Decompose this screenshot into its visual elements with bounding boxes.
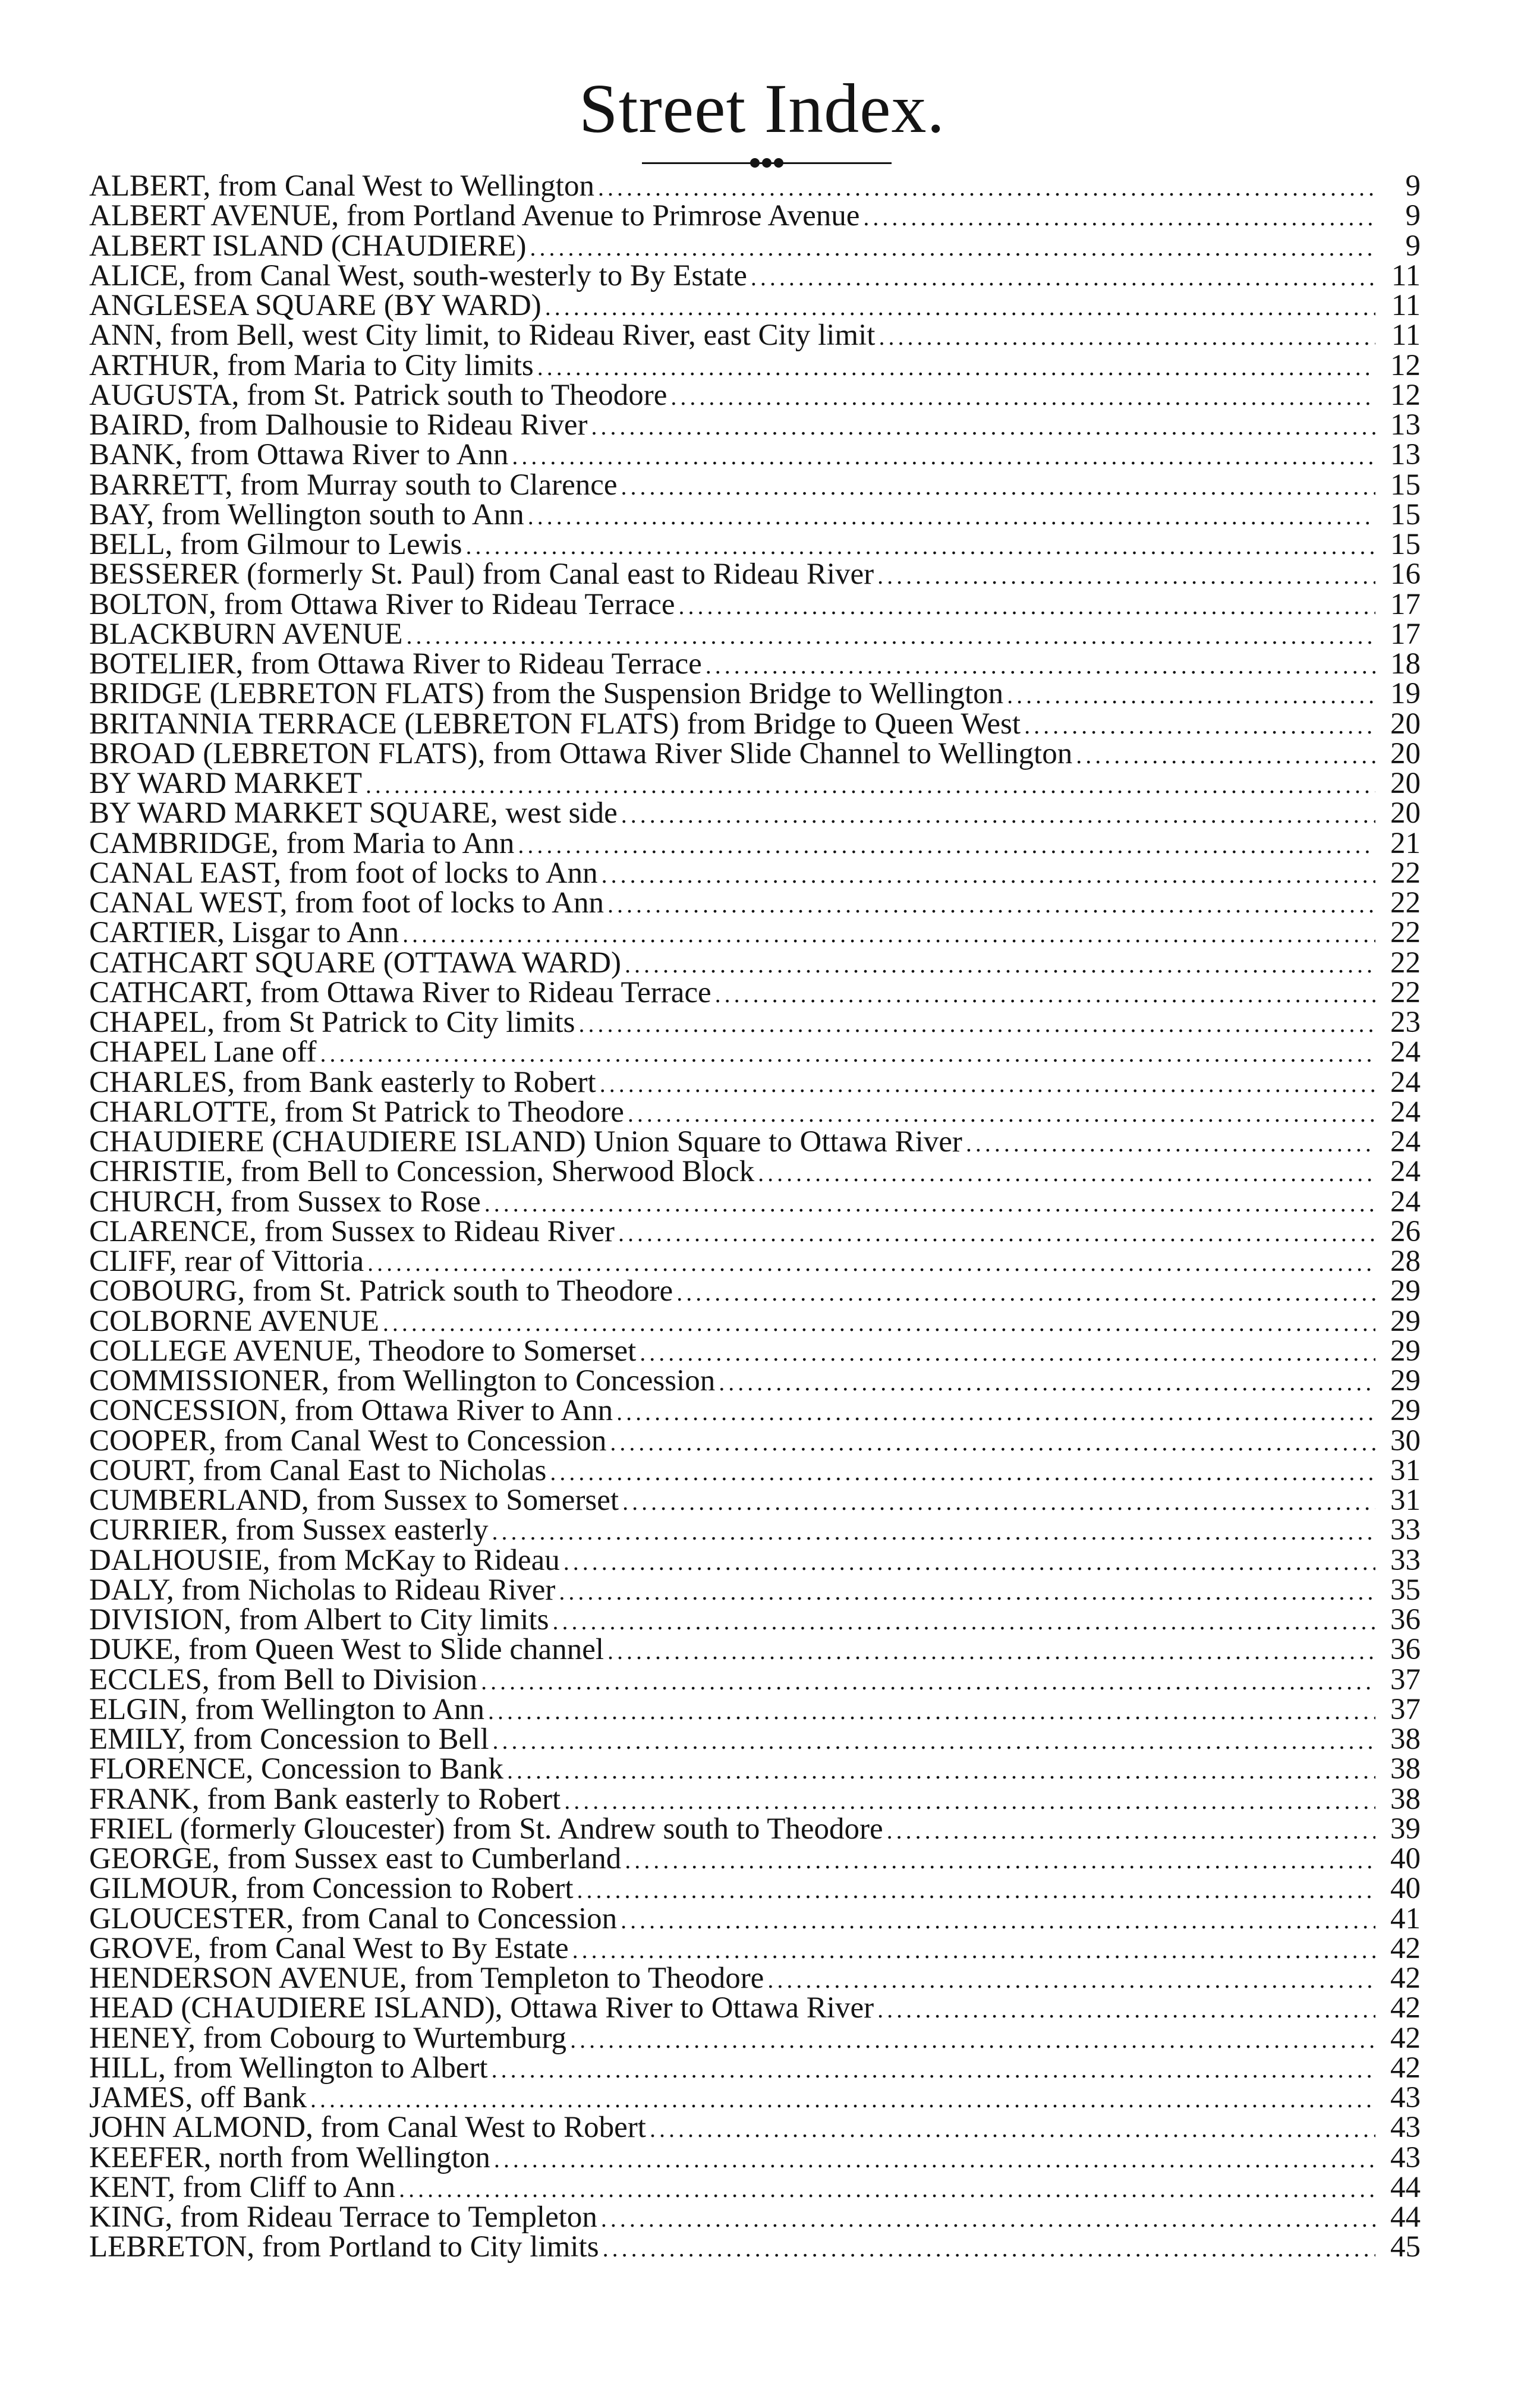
index-entry xyxy=(89,2083,1421,2113)
street-name: ELGIN, from Wellington to Ann xyxy=(89,1692,484,1726)
page-number: 9 xyxy=(1405,169,1421,203)
page-number: 20 xyxy=(1390,767,1421,800)
index-entry xyxy=(89,2170,1421,2204)
page-number: 24 xyxy=(1390,1185,1421,1219)
index-entry xyxy=(89,1963,1421,1993)
page-number: 22 xyxy=(1390,946,1421,980)
street-name: CHURCH, from Sussex to Rose xyxy=(89,1185,481,1219)
page-number: 13 xyxy=(1390,408,1421,442)
dot-leader xyxy=(552,1605,1375,1635)
index-entry xyxy=(89,2232,1421,2262)
page-number: 38 xyxy=(1390,1782,1421,1816)
street-name: EMILY, from Concession to Bell xyxy=(89,1723,489,1756)
index-entry xyxy=(89,826,1421,860)
index-entry xyxy=(89,2202,1421,2232)
dot-leader xyxy=(887,1814,1375,1844)
page-number: 11 xyxy=(1391,289,1421,322)
page-number: 18 xyxy=(1390,647,1421,681)
page-number: 42 xyxy=(1390,2051,1421,2085)
index-entry xyxy=(89,1336,1421,1366)
street-name: DALHOUSIE, from McKay to Rideau xyxy=(89,1543,560,1577)
page-number: 38 xyxy=(1390,1723,1421,1756)
index-entry xyxy=(89,1426,1421,1456)
page-number: 44 xyxy=(1390,2201,1421,2234)
street-name: CAMBRIDGE, from Maria to Ann xyxy=(89,826,515,860)
page-number: 37 xyxy=(1390,1663,1421,1696)
dot-leader xyxy=(367,1247,1375,1276)
dot-leader xyxy=(494,2143,1375,2173)
dot-leader xyxy=(621,470,1375,500)
dot-leader xyxy=(492,1515,1375,1545)
page-number: 43 xyxy=(1390,2141,1421,2174)
dot-leader xyxy=(877,1993,1375,2023)
street-name: DALY, from Nicholas to Rideau River xyxy=(89,1573,556,1607)
street-name: BELL, from Gilmour to Lewis xyxy=(89,528,462,561)
dot-leader xyxy=(518,829,1375,858)
index-entry xyxy=(89,918,1421,948)
index-entry xyxy=(89,1247,1421,1276)
dot-leader xyxy=(407,619,1375,649)
street-name: CHAPEL, from St Patrick to City limits xyxy=(89,1006,575,1039)
index-entry xyxy=(89,798,1421,828)
page-number: 33 xyxy=(1390,1513,1421,1547)
page-number: 33 xyxy=(1390,1543,1421,1577)
ornament-dot xyxy=(774,158,783,168)
street-name: COOPER, from Canal West to Concession xyxy=(89,1424,607,1458)
street-name: HENDERSON AVENUE, from Templeton to Theodore xyxy=(89,1962,764,1995)
page-number: 20 xyxy=(1390,736,1421,770)
page-number: 44 xyxy=(1390,2170,1421,2204)
street-name: CLIFF, rear of Vittoria xyxy=(89,1245,364,1278)
street-name: COBOURG, from St. Patrick south to Theodore xyxy=(89,1274,673,1308)
index-entry xyxy=(89,1814,1421,1844)
dot-leader xyxy=(570,2023,1375,2053)
index-entry xyxy=(89,320,1421,350)
street-name: DIVISION, from Albert to City limits xyxy=(89,1603,549,1636)
street-name: HEAD (CHAUDIERE ISLAND), Ottawa River to Ottawa River xyxy=(89,1991,874,2025)
index-entry xyxy=(89,1844,1421,1874)
page-number: 13 xyxy=(1390,438,1421,472)
dot-leader xyxy=(676,1276,1375,1306)
street-name: GROVE, from Canal West to By Estate xyxy=(89,1931,569,1965)
street-name: CURRIER, from Sussex easterly xyxy=(89,1513,489,1547)
dot-leader xyxy=(758,1157,1375,1186)
dot-leader xyxy=(715,978,1375,1008)
dot-leader xyxy=(616,1396,1375,1425)
street-name: ANN, from Bell, west City limit, to Rideau River, east City limit xyxy=(89,319,876,352)
page-number: 45 xyxy=(1390,2230,1421,2264)
dot-leader xyxy=(751,261,1375,291)
dot-leader xyxy=(966,1127,1375,1157)
street-name: GILMOUR, from Concession to Robert xyxy=(89,1872,574,1906)
street-name: COLBORNE AVENUE xyxy=(89,1304,379,1338)
dot-leader xyxy=(607,888,1375,918)
dot-leader xyxy=(1007,679,1375,709)
dot-leader xyxy=(402,918,1375,948)
dot-leader xyxy=(578,1008,1375,1037)
index-entry xyxy=(89,619,1421,649)
dot-leader xyxy=(537,351,1375,380)
page-number: 21 xyxy=(1390,826,1421,860)
index-entry xyxy=(89,1453,1421,1487)
dot-leader xyxy=(679,590,1376,619)
dot-leader xyxy=(507,1754,1375,1784)
page-number: 26 xyxy=(1390,1214,1421,1248)
page-number: 11 xyxy=(1391,259,1421,292)
page-number: 15 xyxy=(1390,468,1421,502)
street-name: BOLTON, from Ottawa River to Rideau Terrace xyxy=(89,587,675,621)
page-number: 15 xyxy=(1390,498,1421,531)
page-number: 17 xyxy=(1390,587,1421,621)
street-name: JOHN ALMOND, from Canal West to Robert xyxy=(89,2111,646,2145)
dot-leader xyxy=(366,769,1375,798)
page-number: 24 xyxy=(1390,1155,1421,1189)
index-entry xyxy=(89,1008,1421,1037)
page-number: 35 xyxy=(1390,1573,1421,1607)
index-entry xyxy=(89,587,1421,621)
page-number: 41 xyxy=(1390,1902,1421,1935)
street-name: GLOUCESTER, from Canal to Concession xyxy=(89,1902,618,1935)
street-name: GEORGE, from Sussex east to Cumberland xyxy=(89,1842,622,1875)
street-name: BLACKBURN AVENUE xyxy=(89,617,403,651)
dot-leader xyxy=(530,231,1375,261)
index-entry xyxy=(89,858,1421,888)
index-entry xyxy=(89,231,1421,261)
street-name: ARTHUR, from Maria to City limits xyxy=(89,348,534,382)
dot-leader xyxy=(863,201,1375,231)
street-name: CHRISTIE, from Bell to Concession, Sherwood Block xyxy=(89,1155,755,1189)
index-entry xyxy=(89,291,1421,320)
street-name: BRIDGE (LEBRETON FLATS) from the Suspension Bridge to Wellington xyxy=(89,677,1004,711)
page-number: 11 xyxy=(1391,319,1421,352)
dot-leader xyxy=(628,1097,1375,1127)
index-entry xyxy=(89,559,1421,589)
street-name: FLORENCE, Concession to Bank xyxy=(89,1752,503,1786)
page-number: 22 xyxy=(1390,886,1421,920)
dot-leader xyxy=(640,1336,1375,1366)
index-entry xyxy=(89,1515,1421,1545)
index-entry xyxy=(89,1724,1421,1754)
page-number: 16 xyxy=(1390,558,1421,591)
street-name: CHARLES, from Bank easterly to Robert xyxy=(89,1065,596,1099)
dot-leader xyxy=(607,1635,1375,1664)
index-entry xyxy=(89,1214,1421,1248)
dot-leader xyxy=(512,440,1375,470)
dot-leader xyxy=(488,1695,1375,1724)
page-number: 37 xyxy=(1390,1692,1421,1726)
dot-leader xyxy=(383,1307,1375,1336)
page-number: 22 xyxy=(1390,916,1421,950)
index-entry xyxy=(89,2111,1421,2145)
street-name: DUKE, from Queen West to Slide channel xyxy=(89,1633,604,1667)
street-name: FRIEL (formerly Gloucester) from St. Andrew south to Theodore xyxy=(89,1812,883,1846)
ornament-dot xyxy=(762,158,772,168)
dot-leader xyxy=(466,530,1376,559)
index-entry xyxy=(89,1633,1421,1667)
dot-leader xyxy=(600,1068,1375,1097)
dot-leader xyxy=(545,291,1375,320)
street-name: CATHCART SQUARE (OTTAWA WARD) xyxy=(89,946,621,980)
street-name: AUGUSTA, from St. Patrick south to Theodore xyxy=(89,378,667,412)
street-name: KENT, from Cliff to Ann xyxy=(89,2170,396,2204)
index-entry xyxy=(89,1366,1421,1396)
index-entry xyxy=(89,709,1421,739)
street-name: ALBERT AVENUE, from Portland Avenue to Primrose Avenue xyxy=(89,199,860,233)
page-number: 29 xyxy=(1390,1334,1421,1368)
dot-leader xyxy=(1024,709,1375,739)
street-name: COMMISSIONER, from Wellington to Concession xyxy=(89,1364,716,1397)
street-name: BANK, from Ottawa River to Ann xyxy=(89,438,509,472)
street-name: BROAD (LEBRETON FLATS), from Ottawa River Slide Channel to Wellington xyxy=(89,736,1073,770)
dot-leader xyxy=(878,320,1375,350)
dot-leader xyxy=(484,1187,1375,1217)
index-entry xyxy=(89,201,1421,231)
dot-leader xyxy=(550,1456,1375,1485)
street-name: ECCLES, from Bell to Division xyxy=(89,1663,478,1696)
page-number: 40 xyxy=(1390,1842,1421,1875)
index-entry xyxy=(89,649,1421,679)
index-entry xyxy=(89,1931,1421,1965)
street-name: KING, from Rideau Terrace to Templeton xyxy=(89,2201,597,2234)
index-entry xyxy=(89,736,1421,770)
dot-leader xyxy=(572,1934,1375,1963)
dot-leader xyxy=(610,1426,1375,1456)
page-number: 43 xyxy=(1390,2081,1421,2114)
street-name: BARRETT, from Murray south to Clarence xyxy=(89,468,618,502)
page-number: 24 xyxy=(1390,1035,1421,1069)
street-name: BESSERER (formerly St. Paul) from Canal east to Rideau River xyxy=(89,558,874,591)
dot-leader xyxy=(492,2053,1375,2083)
dot-leader xyxy=(625,1844,1375,1874)
index-entry xyxy=(89,1692,1421,1726)
index-entry xyxy=(89,1097,1421,1127)
street-name: BY WARD MARKET SQUARE, west side xyxy=(89,797,618,830)
index-entry xyxy=(89,1485,1421,1515)
index-entry xyxy=(89,2053,1421,2083)
dot-leader xyxy=(767,1963,1375,1993)
dot-leader xyxy=(625,948,1375,978)
page-number: 19 xyxy=(1390,677,1421,711)
page-number: 42 xyxy=(1390,2021,1421,2055)
index-entry xyxy=(89,1872,1421,1906)
index-entry xyxy=(89,500,1421,530)
page-number: 43 xyxy=(1390,2111,1421,2145)
index-entry xyxy=(89,1037,1421,1067)
street-name: BAY, from Wellington south to Ann xyxy=(89,498,524,531)
dot-leader xyxy=(598,171,1375,201)
street-name: CHAUDIERE (CHAUDIERE ISLAND) Union Square to Ottawa River xyxy=(89,1125,962,1159)
index-entry xyxy=(89,1304,1421,1338)
index-entry xyxy=(89,380,1421,410)
page-number: 24 xyxy=(1390,1125,1421,1159)
dot-leader xyxy=(310,2083,1375,2113)
index-entry xyxy=(89,410,1421,440)
street-name: CUMBERLAND, from Sussex to Somerset xyxy=(89,1484,619,1517)
index-entry xyxy=(89,2143,1421,2173)
street-name: KEEFER, north from Wellington xyxy=(89,2141,490,2174)
index-entry xyxy=(89,171,1421,201)
page-number: 23 xyxy=(1390,1006,1421,1039)
page-number: 22 xyxy=(1390,856,1421,890)
dot-leader xyxy=(670,380,1375,410)
index-entry xyxy=(89,1904,1421,1934)
index-entry xyxy=(89,1187,1421,1217)
index-entry xyxy=(89,440,1421,470)
dot-leader xyxy=(719,1366,1375,1396)
page-number: 20 xyxy=(1390,707,1421,741)
page-number: 31 xyxy=(1390,1453,1421,1487)
dot-leader xyxy=(603,2232,1375,2262)
index-entry xyxy=(89,888,1421,918)
street-name: CONCESSION, from Ottawa River to Ann xyxy=(89,1394,613,1428)
street-name: CHARLOTTE, from St Patrick to Theodore xyxy=(89,1095,624,1129)
street-name: COURT, from Canal East to Nicholas xyxy=(89,1453,547,1487)
page-number: 17 xyxy=(1390,617,1421,651)
index-entry xyxy=(89,1127,1421,1157)
dot-leader xyxy=(564,1784,1375,1814)
dot-leader xyxy=(481,1665,1375,1695)
street-name: CANAL EAST, from foot of locks to Ann xyxy=(89,856,598,890)
dot-leader xyxy=(618,1217,1375,1247)
page-number: 42 xyxy=(1390,1931,1421,1965)
index-entry xyxy=(89,1065,1421,1099)
ornament-dots xyxy=(750,157,783,169)
page-number: 12 xyxy=(1390,378,1421,412)
street-name: CLARENCE, from Sussex to Rideau River xyxy=(89,1214,615,1248)
street-name: LEBRETON, from Portland to City limits xyxy=(89,2230,599,2264)
page-number: 15 xyxy=(1390,528,1421,561)
page-number: 29 xyxy=(1390,1394,1421,1428)
street-name: HILL, from Wellington to Albert xyxy=(89,2051,488,2085)
dot-leader xyxy=(622,1485,1375,1515)
street-name: CHAPEL Lane off xyxy=(89,1035,317,1069)
page-number: 20 xyxy=(1390,797,1421,830)
dot-leader xyxy=(320,1037,1375,1067)
page-number: 29 xyxy=(1390,1304,1421,1338)
dot-leader xyxy=(399,2173,1375,2202)
street-name: HENEY, from Cobourg to Wurtemburg xyxy=(89,2021,567,2055)
page-title: Street Index. xyxy=(579,70,945,147)
page-number: 40 xyxy=(1390,1872,1421,1906)
page-number: 39 xyxy=(1390,1812,1421,1846)
index-entry xyxy=(89,1276,1421,1306)
dot-leader xyxy=(601,2202,1375,2232)
page-number: 24 xyxy=(1390,1065,1421,1099)
street-name: CARTIER, Lisgar to Ann xyxy=(89,916,399,950)
ornament-dot xyxy=(750,158,760,168)
dot-leader xyxy=(706,649,1375,679)
page-number: 31 xyxy=(1390,1484,1421,1517)
street-name: ALBERT ISLAND (CHAUDIERE) xyxy=(89,229,527,263)
index-entry xyxy=(89,348,1421,382)
street-name: BOTELIER, from Ottawa River to Rideau Terrace xyxy=(89,647,702,681)
page-number: 42 xyxy=(1390,1991,1421,2025)
index-entry xyxy=(89,1754,1421,1784)
dot-leader xyxy=(559,1575,1375,1605)
page-number: 36 xyxy=(1390,1603,1421,1636)
index-entry xyxy=(89,530,1421,559)
dot-leader xyxy=(563,1545,1375,1575)
title-ornament-rule xyxy=(642,156,892,170)
dot-leader xyxy=(1076,739,1375,769)
dot-leader xyxy=(621,1904,1375,1934)
page-number: 29 xyxy=(1390,1364,1421,1397)
dot-leader xyxy=(621,798,1375,828)
street-name: CANAL WEST, from foot of locks to Ann xyxy=(89,886,604,920)
street-name: JAMES, off Bank xyxy=(89,2081,307,2114)
page-number: 30 xyxy=(1390,1424,1421,1458)
page-number: 29 xyxy=(1390,1274,1421,1308)
dot-leader xyxy=(577,1874,1375,1903)
index-entry xyxy=(89,1545,1421,1575)
page-number: 38 xyxy=(1390,1752,1421,1786)
index-entry xyxy=(89,1665,1421,1695)
street-name: BY WARD MARKET xyxy=(89,767,363,800)
index-entry xyxy=(89,261,1421,291)
dot-leader xyxy=(650,2113,1375,2142)
page-number: 42 xyxy=(1390,1962,1421,1995)
page-number: 12 xyxy=(1390,348,1421,382)
page-number: 36 xyxy=(1390,1633,1421,1667)
street-name: ALBERT, from Canal West to Wellington xyxy=(89,169,594,203)
dot-leader xyxy=(493,1724,1376,1754)
page-number: 28 xyxy=(1390,1245,1421,1278)
index-entry xyxy=(89,679,1421,709)
dot-leader xyxy=(602,858,1375,888)
dot-leader xyxy=(877,559,1375,589)
index-entry xyxy=(89,1993,1421,2023)
page-number: 9 xyxy=(1405,229,1421,263)
street-name: ANGLESEA SQUARE (BY WARD) xyxy=(89,289,541,322)
index-entry xyxy=(89,1575,1421,1605)
index-entry xyxy=(89,2023,1421,2053)
street-name: COLLEGE AVENUE, Theodore to Somerset xyxy=(89,1334,637,1368)
street-name: CATHCART, from Ottawa River to Rideau Terrace xyxy=(89,975,711,1009)
page-number: 24 xyxy=(1390,1095,1421,1129)
street-name: FRANK, from Bank easterly to Robert xyxy=(89,1782,561,1816)
index-entry xyxy=(89,975,1421,1009)
index-entry xyxy=(89,769,1421,798)
dot-leader xyxy=(528,500,1375,530)
street-name: BAIRD, from Dalhousie to Rideau River xyxy=(89,408,588,442)
page-number: 22 xyxy=(1390,975,1421,1009)
street-name: BRITANNIA TERRACE (LEBRETON FLATS) from Bridge to Queen West xyxy=(89,707,1021,741)
street-name: ALICE, from Canal West, south-westerly to By Estate xyxy=(89,259,747,292)
index-entry xyxy=(89,1394,1421,1428)
page-number: 9 xyxy=(1405,199,1421,233)
dot-leader xyxy=(591,410,1375,440)
index-entry xyxy=(89,948,1421,978)
index-entry xyxy=(89,1605,1421,1635)
index-entry xyxy=(89,470,1421,500)
index-entry xyxy=(89,1784,1421,1814)
index-entry xyxy=(89,1155,1421,1189)
street-index-list xyxy=(89,171,1421,2262)
